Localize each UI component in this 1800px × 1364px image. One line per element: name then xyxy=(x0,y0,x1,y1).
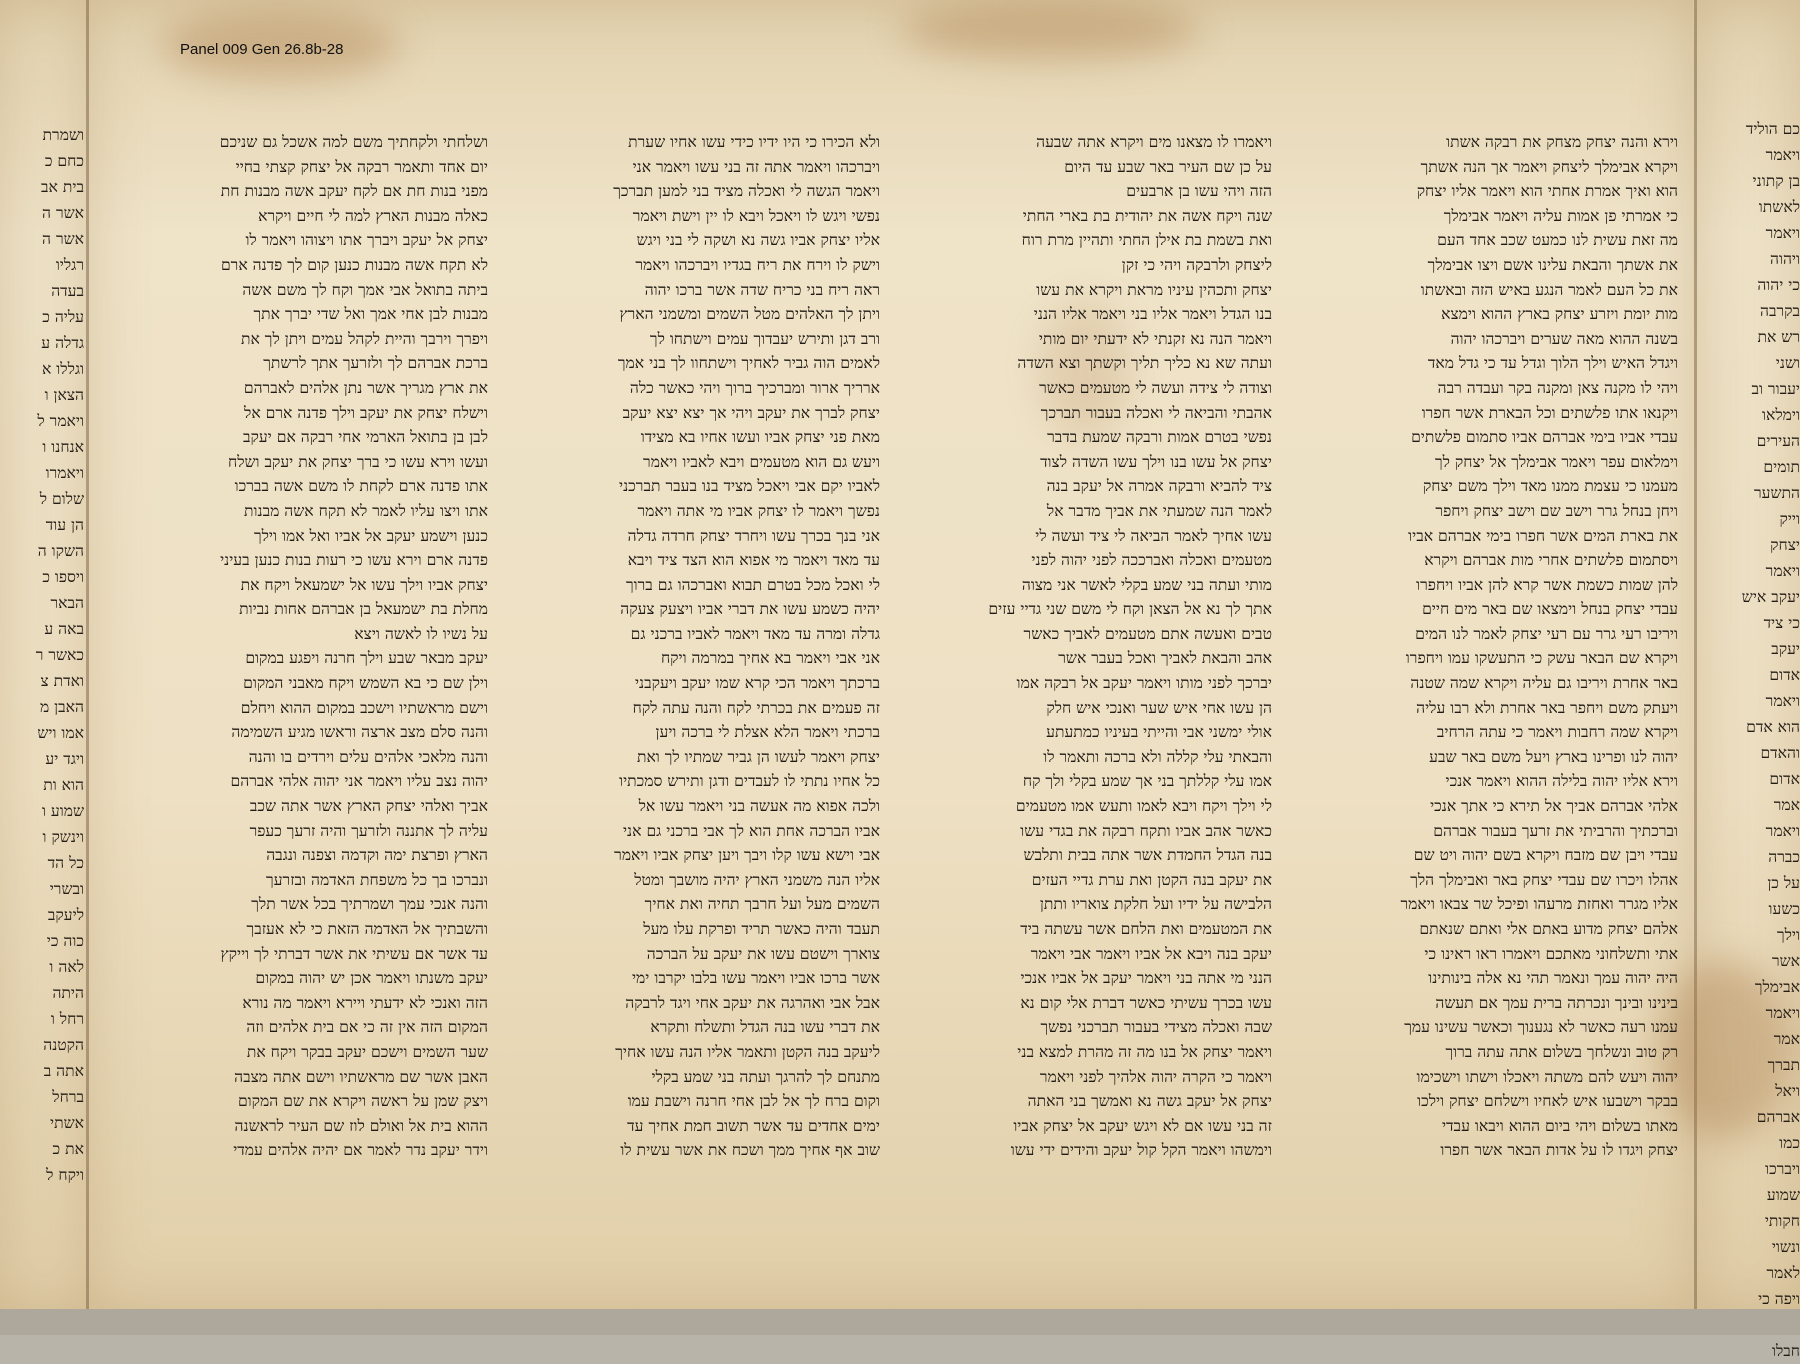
text-line: שוב אף אחיך ממך ושכח את אשר עשית לו xyxy=(620,1141,880,1160)
text-line: עד מאד ויאמר מי אפוא הוא הצד ציד ויבא xyxy=(627,551,880,570)
fragment-line: בן קתוני xyxy=(1752,172,1800,190)
text-line: ויעתק משם ויחפר באר אחרת ולא רבו עליה xyxy=(1416,698,1678,717)
text-line: יעקב בנה ויבא אל אביו ויאמר אבי ויאמר xyxy=(1030,944,1272,963)
text-line: יום אחד ותאמר רבקה אל יצחק קצתי בחיי xyxy=(235,157,488,176)
fragment-line: יעבור וב xyxy=(1751,380,1800,398)
fragment-line: ויברכו xyxy=(1765,1160,1800,1178)
fragment-line: אדום xyxy=(1769,770,1800,788)
text-line: וירא והנה יצחק מצחק את רבקה אשתו xyxy=(1446,133,1678,151)
text-line: וירא אליו יהוה בלילה ההוא ויאמר אנכי xyxy=(1445,772,1678,791)
left-fragment-column xyxy=(0,122,84,1188)
fragment-line: ושמרת xyxy=(42,126,84,144)
text-line: אשר ברכו אביו ויאמר עשו בלבו יקרבו ימי xyxy=(631,969,880,988)
text-line: שער השמים וישכם יעקב בבקר ויקח את xyxy=(246,1042,488,1061)
fragment-line: ליעקב xyxy=(47,906,84,924)
fragment-line: וייק xyxy=(1779,510,1800,528)
fragment-line: רגליו xyxy=(55,256,84,274)
text-line: נפשי ויגש לו ויאכל ויבא לו יין וישת ויאמר xyxy=(632,206,880,225)
fragment-line: כחם כ xyxy=(44,152,84,170)
fragment-line: וילך xyxy=(1776,926,1800,944)
text-line: יהוה ויעש להם משתה ויאכלו וישתו וישכימו xyxy=(1416,1067,1678,1086)
panel-label: Panel 009 Gen 26.8b-28 xyxy=(180,41,344,58)
fragment-line: ויאמר xyxy=(1765,224,1800,242)
text-line: יצחק ויגדו לו על אדות הבאר אשר חפרו xyxy=(1440,1141,1678,1160)
text-line: ויעש גם הוא מטעמים ויבא לאביו ויאמר xyxy=(643,452,880,471)
text-column-1 xyxy=(1342,130,1678,1163)
fragment-line: וגללו א xyxy=(41,360,84,378)
text-line: אביו הברכה אחת הוא לך אבי ברכני גם אני xyxy=(622,821,880,840)
text-line: עשו אחיך לאמר הביאה לי ציד ועשה לי xyxy=(1035,526,1272,545)
fragment-line: לאה ו xyxy=(49,958,84,976)
text-line: אהבתי והביאה לי ואכלה בעבור תברכך xyxy=(1040,403,1272,422)
text-line: מבנות לבן אחי אמך ואל שדי יברך אתך xyxy=(253,305,488,324)
text-line: רק טוב ונשלחך בשלום אתה עתה ברוך xyxy=(1445,1042,1678,1061)
fragment-line: ויספו כ xyxy=(42,568,84,586)
fragment-line: וינשק ו xyxy=(42,828,84,846)
text-line: מפני בנות חת אם לקח יעקב אשה מבנות חת xyxy=(220,182,488,201)
fragment-line: הוא ות xyxy=(43,776,84,794)
text-line: אהלו ויכרו שם עבדי יצחק באר ואבימלך הלך xyxy=(1410,870,1678,889)
text-line: ושלחתי ולקחתיך משם למה אשכל גם שניכם xyxy=(219,133,488,151)
text-line: יברכך לפני מותו ויאמר יעקב אל רבקה אמו xyxy=(1016,674,1272,693)
fragment-line: חבלו xyxy=(1771,1342,1800,1360)
fragment-line: ויאל xyxy=(1775,1082,1800,1100)
text-line: כנען וישמע יעקב אל אביו ואל אמו וילך xyxy=(253,526,488,545)
fragment-line: אמר xyxy=(1773,1030,1800,1048)
fragment-line: האבן מ xyxy=(39,698,84,716)
text-line: גדלה ומרה עד מאד ויאמר לאביו ברכני גם xyxy=(630,624,880,643)
fragment-line: אשר ה xyxy=(42,230,84,248)
text-line: אני בנך בכרך עשו ויחרד יצחק חרדה גדלה xyxy=(627,526,880,545)
fragment-line: הבאר xyxy=(50,594,84,612)
text-line: ויצק שמן על ראשה ויקרא את שם המקום xyxy=(237,1092,488,1111)
fragment-line: התשער xyxy=(1753,484,1800,502)
fragment-line: כוה כי xyxy=(46,932,84,950)
fragment-line: יעקב איש xyxy=(1741,588,1800,606)
text-line: צוארך וישטם עשו את יעקב על הברכה xyxy=(646,944,880,963)
fragment-line: השקו ה xyxy=(37,542,84,560)
text-line: ויקרא שם הבאר עשק כי התעשקו עמו ויחפרו xyxy=(1405,649,1678,668)
text-line: ימים אחדים עד אשר תשוב חמת אחיך עד xyxy=(627,1116,880,1135)
text-line: יהוה נצב עליו ויאמר אני יהוה אלהי אברהם xyxy=(230,772,488,791)
fragment-line: תומים xyxy=(1763,458,1800,476)
text-line: ההוא בית אל ואולם לוז שם העיר לראשנה xyxy=(234,1116,488,1135)
text-line: יצחק ויאמר לעשו הן גביר שמתיו לך ואת xyxy=(636,747,880,766)
fragment-line: חקותי xyxy=(1764,1212,1800,1230)
text-line: ליצחק ולרבקה ויהי כי זקן xyxy=(1121,255,1272,274)
text-line: ראה ריח בני כריח שדה אשר ברכו יהוה xyxy=(644,280,880,299)
fragment-line: שלום ל xyxy=(39,490,84,508)
text-line: כי אמרתי פן אמות עליה ויאמר אבימלך xyxy=(1443,206,1678,225)
text-line: עליה לך אתננה ולזרעך והיה זרעך כעפר xyxy=(249,821,488,840)
text-line: מעמנו כי עצמת ממנו מאד וילך משם יצחק xyxy=(1422,477,1678,496)
fragment-line: ושני xyxy=(1775,354,1800,372)
text-line: ויאמר יצחק אל בנו מה זה מהרת למצא בני xyxy=(1017,1042,1272,1061)
text-line: והבאתי עלי קללה ולא ברכה ותאמר לו xyxy=(1043,747,1272,766)
text-line: אלהי אברהם אביך אל תירא כי אתך אנכי xyxy=(1430,797,1678,816)
text-line: הארץ ופרצת ימה וקדמה וצפנה ונגבה xyxy=(266,846,488,865)
text-line: אביך ואלהי יצחק הארץ אשר אתה שכב xyxy=(249,797,488,816)
text-line: ברכתי ויאמר הלא אצלת לי ברכה ויען xyxy=(655,723,880,742)
text-line: זה פעמים את בכרתי לקח והנה עתה לקח xyxy=(632,698,880,717)
fragment-line: ויאמר ל xyxy=(37,412,84,430)
text-line: אתי ותשלחוני מאתכם ויאמרו ראו ראינו כי xyxy=(1424,944,1678,963)
fragment-line: אבימלך xyxy=(1754,978,1800,996)
text-line: טבים ואעשה אתם מטעמים לאביך כאשר xyxy=(1023,624,1272,643)
fragment-line: על כן xyxy=(1767,874,1800,892)
text-line: בנה הגדל החמדת אשר אתה בבית ותלבש xyxy=(1023,846,1272,865)
text-line: והנה אנכי עמך ושמרתיך בכל אשר תלך xyxy=(251,895,488,914)
text-line: לי וילך ויקח ויבא לאמו ותעש אמו מטעמים xyxy=(1015,797,1272,816)
fragment-line: ויגד יע xyxy=(45,750,84,768)
text-column-2 xyxy=(942,130,1272,1163)
text-line: ולא הכירו כי היו ידיו כידי עשו אחיו שערת xyxy=(628,133,880,151)
text-line: תעבד והיה כאשר תריד ופרקת עלו מעל xyxy=(643,920,880,938)
fragment-line: גדלה ע xyxy=(41,334,84,352)
text-line: לא תקח אשה מבנות כנען קום לך פדנה ארם xyxy=(220,255,488,274)
text-line: על כן שם העיר באר שבע עד היום xyxy=(1064,157,1272,176)
text-line: ויהי לו מקנה צאן ומקנה בקר ועבדה רבה xyxy=(1437,378,1678,397)
text-line: באר אחרת ויריבו גם עליה ויקרא שמה שטנה xyxy=(1410,674,1678,693)
text-line: ויסתמום פלשתים אחרי מות אברהם ויקרא xyxy=(1424,551,1678,570)
fragment-line: וימלאו xyxy=(1762,406,1800,424)
right-fragment-column xyxy=(1702,116,1800,1364)
text-line: אמו עלי קללתך בני אך שמע בקלי ולך קח xyxy=(1022,772,1272,791)
text-line: והנה סלם מצב ארצה וראשו מגיע השמימה xyxy=(231,723,488,742)
text-line: וידר יעקב נדר לאמר אם יהיה אלהים עמדי xyxy=(233,1141,488,1160)
text-line: ביתה בתואל אבי אמך וקח לך משם אשה xyxy=(242,280,488,299)
text-line: והנה מלאכי אלהים עלים וירדים בו והנה xyxy=(248,747,488,766)
fragment-line: ויאמר xyxy=(1765,146,1800,164)
text-line: מטעמים ואכלה ואברככה לפני יהוה לפני xyxy=(1031,551,1272,570)
text-column-3 xyxy=(538,130,880,1163)
text-line: עבדי אביו בימי אברהם אביו סתמום פלשתים xyxy=(1411,428,1678,447)
text-line: אולי ימשני אבי והייתי בעיניו כמתעתע xyxy=(1046,723,1272,742)
text-line: הן עשו אחי איש שער ואנכי איש חלק xyxy=(1046,698,1272,717)
text-line: מותי ועתה בני שמע בקלי לאשר אני מצוה xyxy=(1021,575,1272,594)
text-line: פדנה ארם וירא עשו כי רעות בנות כנען בעיני xyxy=(220,551,488,570)
fragment-line: אנחנו ו xyxy=(42,438,84,456)
scroll-bottom-edge xyxy=(0,1309,1800,1335)
parchment-stain xyxy=(900,0,1200,60)
fragment-line: ויאמר xyxy=(1765,562,1800,580)
text-line: אליו יצחק אביו גשה נא ושקה לי בני ויגש xyxy=(636,231,880,250)
fragment-line: אמו ויש xyxy=(37,724,84,742)
text-line: אליו הנה משמני הארץ יהיה מושבך ומטל xyxy=(634,870,880,889)
fragment-line: תברך xyxy=(1767,1056,1800,1074)
text-line: ויאמר הנה נא זקנתי לא ידעתי יום מותי xyxy=(1038,329,1272,348)
text-line: על נשיו לו לאשה ויצא xyxy=(354,624,488,643)
fragment-line: בית אב xyxy=(41,178,84,196)
text-line: ויגדל האיש וילך הלוך וגדל עד כי גדל מאד xyxy=(1427,354,1678,373)
text-line: את אשתך והבאת עלינו אשם ויצו אבימלך xyxy=(1427,255,1678,274)
fragment-line: ובשרי xyxy=(49,880,84,898)
fragment-line: אשר xyxy=(1771,952,1800,970)
sheet-seam-left xyxy=(86,0,89,1320)
fragment-line: כי יהוה xyxy=(1757,276,1800,294)
fragment-line: אתה ב xyxy=(43,1062,84,1080)
text-line: ויתן לך האלהים מטל השמים ומשמני הארץ xyxy=(619,305,880,324)
text-line: מתנחם לך להרגך ועתה בני שמע בקלי xyxy=(651,1067,880,1086)
text-line: הזה ויהי עשו בן ארבעים xyxy=(1126,182,1272,201)
text-line: יצחק אביו וילך עשו אל ישמעאל ויקח את xyxy=(240,575,488,594)
text-line: את ארץ מגריך אשר נתן אלהים לאברהם xyxy=(243,378,488,397)
text-line: בנו הגדל ויאמר אליו בני ויאמר אליו הנני xyxy=(1033,305,1272,324)
text-line: האבן אשר שם מראשתיו וישם אתה מצבה xyxy=(234,1067,488,1086)
text-line: ויאמר כי הקרה יהוה אלהיך לפני ויאמר xyxy=(1039,1067,1272,1086)
fragment-line: בעדה xyxy=(51,282,84,300)
text-line: עבדי ויבן שם מזבח ויקרא בשם יהוה ויט שם xyxy=(1413,846,1678,865)
text-line: את כל העם לאמר הנגע באיש הזה ובאשתו xyxy=(1420,280,1678,299)
text-line: המקום הזה אין זה כי אם בית אלהים וזה xyxy=(246,1018,488,1037)
text-line: עבדי יצחק בנחל וימצאו שם באר מים חיים xyxy=(1422,600,1678,619)
fragment-line: כי ציד xyxy=(1763,614,1800,632)
text-line: כאשר אהב אביו ותקח רבקה את בגדי עשו xyxy=(1020,821,1272,840)
text-line: ויקרא שמה רחבות ויאמר כי עתה הרחיב xyxy=(1436,723,1678,742)
text-line: ברכת אברהם לך ולזרעך אתך לרשתך xyxy=(263,354,488,373)
fragment-line: ויפה כי xyxy=(1758,1290,1800,1308)
text-line: השמים מעל ועל חרבך תחיה ואת אחיך xyxy=(644,895,880,914)
fragment-line: ונשוי xyxy=(1771,1238,1800,1256)
text-line: להן שמות כשמת אשר קרא להן אביו ויחפרו xyxy=(1416,575,1678,594)
text-line: מה זאת עשית לנו כמעט שכב אחד העם xyxy=(1437,231,1678,250)
text-line: יעקב מבאר שבע וילך חרנה ויפגע במקום xyxy=(245,649,488,668)
text-line: ואת בשמת בת אילן החתי ותהיין מרת רוח xyxy=(1021,231,1272,250)
text-line: עד אשר אם עשיתי את אשר דברתי לך וייקץ xyxy=(220,944,488,963)
fragment-line: ואדת צ xyxy=(40,672,84,690)
text-line: אתך לך נא אל הצאן וקח לי משם שני גדיי עזים xyxy=(988,600,1272,619)
text-line: ורב דגן ותירש יעבדוך עמים וישתחו לך xyxy=(649,329,880,348)
fragment-line: ויאמרו xyxy=(45,464,84,482)
fragment-line: כם הוליד xyxy=(1745,120,1800,138)
text-line: יצחק לברך את יעקב ויהי אך יצא יצא יעקב xyxy=(622,403,880,422)
fragment-line: כל הד xyxy=(47,854,84,872)
text-line: את יעקב בנה הקטן ואת ערת גדיי העזים xyxy=(1031,870,1272,889)
fragment-line: כאשר ר xyxy=(35,646,84,664)
text-line: ויריבו רעי גרר עם רעי יצחק לאמר לנו המים xyxy=(1415,624,1678,643)
fragment-line: העירים xyxy=(1756,432,1800,450)
fragment-line: אדום xyxy=(1769,666,1800,684)
text-line: לי ואכל מכל בטרם תבוא ואברכהו גם ברוך xyxy=(625,575,880,594)
fragment-line: לאשתו xyxy=(1758,198,1800,216)
text-line: היה יהוה עמך ונאמר תהי נא אלה בינותינו xyxy=(1428,969,1678,988)
fragment-line: שמוע ו xyxy=(41,802,84,820)
fragment-line: אברהם xyxy=(1756,1108,1800,1126)
fragment-line: כמו xyxy=(1779,1134,1800,1152)
text-line: אבי וישא עשו קלו ויבך ויען יצחק אביו ויאמר xyxy=(614,846,880,865)
text-line: אתו פדנה ארם לקחת לו משם אשה בברכו xyxy=(234,477,488,496)
text-column-4 xyxy=(146,130,488,1163)
fragment-line: יעקב xyxy=(1771,640,1800,658)
text-line: הלבישה על ידיו ועל חלקת צואריו ותתן xyxy=(1039,895,1272,914)
fragment-line: הן עוד xyxy=(45,516,84,534)
text-line: אליו מגרר ואחזת מרעהו ופיכל שר צבאו ויאמר xyxy=(1400,895,1678,914)
text-line: אבל אבי ואהרגה את יעקב אחי ויגד לרבקה xyxy=(625,993,880,1012)
text-line: לבן בן בתואל הארמי אחי רבקה אם יעקב xyxy=(243,428,488,447)
text-line: ועשו וירא עשו כי ברך יצחק את יעקב ושלח xyxy=(227,452,488,471)
text-line: עמנו רעה כאשר לא נגענוך וכאשר עשינו עמך xyxy=(1404,1018,1678,1037)
fragment-line: הקטנה xyxy=(43,1036,84,1054)
fragment-line: ברחל xyxy=(52,1088,84,1106)
text-line: וימלאום עפר ויאמר אבימלך אל יצחק לך xyxy=(1434,452,1678,471)
fragment-line: אשר ה xyxy=(42,204,84,222)
text-line: יעקב משנתו ויאמר אכן יש יהוה במקום xyxy=(255,969,488,988)
fragment-line: באה ע xyxy=(44,620,84,638)
text-line: את המטעמים ואת הלחם אשר עשתה ביד xyxy=(1020,920,1272,938)
text-line: בבקר וישבעו איש לאחיו וישלחם יצחק וילכו xyxy=(1417,1092,1678,1111)
text-line: וקום ברח לך אל לבן אחי חרנה וישבת עמו xyxy=(627,1092,880,1111)
text-line: וצודה לי צידה ועשה לי מטעמים כאשר xyxy=(1039,378,1272,397)
fragment-line: ויקח ל xyxy=(46,1166,84,1184)
text-line: ברכתך ויאמר הכי קרא שמו יעקב ויעקבני xyxy=(634,674,880,693)
text-line: ונברכו בך כל משפחת האדמה ובזרעך xyxy=(266,870,488,889)
text-line: ויאמר הגשה לי ואכלה מציד בני למען תברכך xyxy=(613,182,880,201)
fragment-line: והאדם xyxy=(1760,744,1800,762)
text-line: ציד להביא ורבקה אמרה אל יעקב בנה xyxy=(1046,477,1272,496)
text-line: נפשי בטרם אמות ורבקה שמעת בדבר xyxy=(1047,428,1272,447)
fragment-line: כשעו xyxy=(1768,900,1800,918)
text-line: יצחק אל יעקב ויברך אתו ויצוהו ויאמר לו xyxy=(245,231,488,250)
text-line: ארריך ארור ומברכיך ברוך ויהי כאשר כלה xyxy=(629,378,880,397)
text-line: מות יומת ויזרע יצחק בארץ ההוא וימצא xyxy=(1441,305,1678,324)
text-line: יצחק ותכהין עיניו מראת ויקרא את עשו xyxy=(1036,280,1272,299)
fragment-line: הצאן ו xyxy=(44,386,84,404)
text-line: את בארת המים אשר חפרו בימי אברהם אביו xyxy=(1408,526,1678,545)
text-line: בינינו ובינך ונכרתה ברית עמך אם תעשה xyxy=(1435,993,1678,1012)
text-line: זה בני עשו אם לא ויגש יעקב אל יצחק אביו xyxy=(1013,1116,1272,1135)
text-line: מאתו בשלום ויהי ביום ההוא ויבאו עבדי xyxy=(1441,1116,1678,1135)
text-line: הזה ואנכי לא ידעתי ויירא ויאמר מה נורא xyxy=(242,993,488,1012)
fragment-line: היתה xyxy=(52,984,84,1002)
text-line: ועתה שא נא כליך תליך וקשתך וצא השדה xyxy=(1017,354,1272,373)
text-line: כל אחיו נתתי לו לעבדים ודגן ותירש סמכתיו xyxy=(619,772,880,791)
text-line: ויחן בנחל גרר וישב שם וישב יצחק ויחפר xyxy=(1435,501,1678,520)
text-line: וישלח יצחק את יעקב וילך פדנה ארם אל xyxy=(244,403,488,422)
text-line: בשנה ההוא מאה שערים ויברכהו יהוה xyxy=(1450,329,1678,348)
fragment-line: עליה כ xyxy=(42,308,84,326)
text-line: לאמר הנה שמעתי את אביך מדבר אל xyxy=(1046,501,1272,520)
text-line: לאמים הוה גביר לאחיך וישתחוו לך בני אמך xyxy=(617,354,880,373)
text-line: יהוה לנו ופרינו בארץ ויעל משם באר שבע xyxy=(1429,747,1678,766)
fragment-line: ויהוה xyxy=(1769,250,1800,268)
text-line: ויקרא אבימלך ליצחק ויאמר אך הנה אשתך xyxy=(1420,157,1678,176)
fragment-line: כברה xyxy=(1768,848,1800,866)
text-line: כאלה מבנות הארץ למה לי חיים ויקרא xyxy=(258,206,488,225)
text-line: ולכה אפוא מה אעשה בני ויאמר עשו אל xyxy=(638,797,880,816)
text-line: אני אבי ויאמר בא אחיך במרמה ויקח xyxy=(660,649,880,668)
text-line: מאת פני יצחק אביו ועשו אחיו בא מצידו xyxy=(640,428,880,447)
text-line: ויאמרו לו מצאנו מים ויקרא אתה שבעה xyxy=(1036,133,1272,151)
text-line: יהיה כשמע עשו את דברי אביו ויצעק צעקה xyxy=(620,600,880,619)
fragment-line: ויאמר xyxy=(1765,692,1800,710)
text-line: אתו ויצו עליו לאמר לא תקח אשה מבנות xyxy=(244,501,488,520)
text-line: ויפרך וירבך והיית לקהל עמים ויתן לך את xyxy=(240,329,488,348)
text-line: וימשהו ויאמר הקל קול יעקב והידים ידי עשו xyxy=(1010,1141,1272,1160)
fragment-line: ויאמר xyxy=(1765,822,1800,840)
text-line: נפשך ויאמר לו יצחק אביו מי אתה ויאמר xyxy=(637,501,880,520)
fragment-line: לאמר xyxy=(1766,1264,1800,1282)
text-line: ויברכהו ויאמר אתה זה בני עשו ויאמר אני xyxy=(632,157,880,176)
fragment-line: רחל ו xyxy=(50,1010,84,1028)
text-line: וישק לו וירח את ריח בגדיו ויברכהו ויאמר xyxy=(635,255,880,274)
text-line: ויקנאו אתו פלשתים וכל הבארת אשר חפרו xyxy=(1421,403,1678,422)
text-line: והשבתיך אל האדמה הזאת כי לא אעזבך xyxy=(246,920,488,938)
text-line: וילן שם כי בא השמש ויקח מאבני המקום xyxy=(243,674,488,693)
fragment-line: הוא אדם xyxy=(1746,718,1800,736)
text-line: וברכתיך והרביתי את זרעך בעבור אברהם xyxy=(1433,821,1678,840)
text-line: שנה ויקח אשה את יהודית בת בארי החתי xyxy=(1022,206,1272,225)
text-line: וישם מראשתיו וישכב במקום ההוא ויחלם xyxy=(240,698,488,717)
fragment-line: רש את xyxy=(1757,328,1800,346)
fragment-line: אמר xyxy=(1773,796,1800,814)
fragment-line: שמוע xyxy=(1766,1186,1800,1204)
text-line: הנני מי אתה בני ויאמר יעקב אל אביו אנכי xyxy=(1020,969,1272,988)
text-line: יצחק אל עשו בנו וילך עשו השדה לצוד xyxy=(1040,452,1272,471)
text-line: עשו בכרך עשיתי כאשר דברת אלי קום נא xyxy=(1020,993,1272,1012)
fragment-line: אשתי xyxy=(50,1114,84,1132)
text-line: ליעקב בנה הקטן ותאמר אליו הנה עשו אחיך xyxy=(615,1042,880,1061)
fragment-line: ויאמר xyxy=(1765,1004,1800,1022)
text-line: הוא ואיך אמרת אחתי הוא ויאמר אליו יצחק xyxy=(1416,182,1678,201)
fragment-line: בקרבה xyxy=(1759,302,1800,320)
text-line: אלהם יצחק מדוע באתם אלי ואתם שנאתם xyxy=(1419,920,1678,938)
text-line: מחלת בת ישמעאל בן אברהם אחות נביות xyxy=(239,600,488,619)
fragment-line: את כ xyxy=(52,1140,84,1158)
text-line: שבה ואכלה מצידי בעבור תברכני נפשך xyxy=(1040,1018,1272,1037)
fragment-line: יצחק xyxy=(1770,536,1800,554)
text-line: לאביו יקם אבי ויאכל מציד בנו בעבר תברכני xyxy=(619,477,880,496)
text-line: אהב והבאת לאביך ואכל בעבר אשר xyxy=(1058,649,1272,668)
text-line: את דברי עשו בנה הגדל ותשלח ותקרא xyxy=(650,1018,880,1037)
text-line: יצחק אל יעקב גשה נא ואמשך בני האתה xyxy=(1027,1092,1272,1111)
